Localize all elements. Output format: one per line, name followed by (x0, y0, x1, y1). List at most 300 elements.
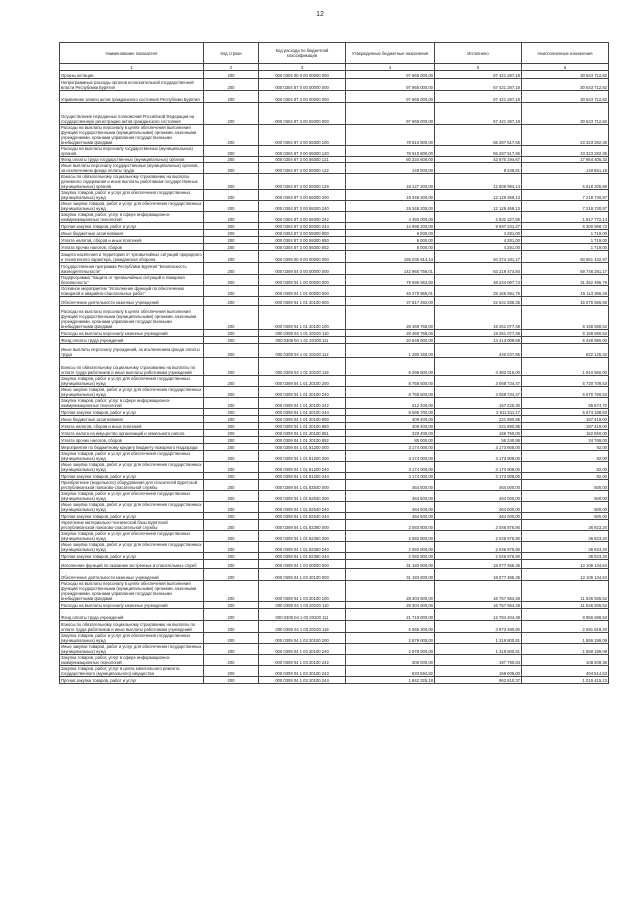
row-approved: 2 083 800,00 (346, 520, 435, 531)
row-approved: 212 400,00 (346, 398, 435, 409)
row-remaining: 1 719,00 (522, 244, 609, 251)
row-approved: 2 879 000,00 (346, 633, 435, 644)
row-name: Расходы на выплаты персоналу государственных (муниципальных) органов (60, 146, 204, 157)
row-approved: 3 174 000,00 (346, 473, 435, 480)
row-name: Исполнение функций по оказанию экстренных и спасательных служб (60, 560, 204, 569)
row-remaining: 1 719,00 (522, 230, 609, 237)
row-code: 200 (204, 398, 259, 409)
row-code: 200 (204, 223, 259, 230)
row-remaining: 36 923,20 (522, 520, 609, 531)
row-name: Прочая закупка товаров, работ и услуг (60, 513, 204, 520)
row-approved: 18 127 200,00 (346, 174, 435, 190)
row-code: 200 (204, 212, 259, 223)
row-classification: 000 0309 04 1 01 20100 119 (259, 358, 346, 376)
page-number: 12 (316, 11, 324, 18)
row-remaining: 162 650,00 (522, 430, 609, 437)
row-classification: 000 0304 87 3 00 59300 852 (259, 244, 346, 251)
table-row (60, 581, 609, 602)
row-name: Закупка товаров, работ и услуг для обеспечения государственных (муниципальных) нужд (60, 491, 204, 502)
table-row (60, 542, 609, 553)
row-classification: 000 0309 04 1 03 20100 240 (259, 644, 346, 655)
table-row (60, 451, 609, 462)
row-name: Фонд оплаты труда государственных (муниципальных) органов (60, 157, 204, 163)
row-name: Расходы на выплаты персоналу в целях обеспечения выполнения функций государственными (муниципальными) органами, казенными учреждениями, органами управления государственными внебюджетными фондами (60, 306, 204, 330)
row-remaining: 23 323 282,35 (522, 146, 609, 157)
row-code: 200 (204, 409, 259, 416)
row-classification: 000 0309 04 1 01 20100 000 (259, 297, 346, 306)
row-approved: 6 565 300,00 (346, 621, 435, 633)
row-name: Уплата налогов, сборов и иных платежей (60, 237, 204, 244)
row-approved: 37 617 492,00 (346, 297, 435, 306)
table-row (60, 174, 609, 190)
row-approved: 19 348 200,00 (346, 190, 435, 201)
row-classification: 000 0304 87 0 00 00000 000 (259, 79, 346, 91)
row-executed: 464 000,00 (435, 513, 522, 520)
header-executed: Исполнено (435, 43, 522, 64)
row-name: Закупка товаров, работ и услуг для обеспечения государственных (муниципальных) нужд (60, 190, 204, 201)
row-approved: 28 469 758,00 (346, 330, 435, 337)
row-executed: 2 046 876,80 (435, 553, 522, 560)
row-classification: 000 0309 04 1 03 20100 000 (259, 569, 346, 581)
row-executed: 12 784 404,48 (435, 609, 522, 621)
header-budget-classification: Код расхода по бюджетной классификации (259, 43, 346, 64)
row-code: 200 (204, 157, 259, 163)
row-code: 200 (204, 230, 259, 237)
row-executed: 16 757 664,48 (435, 581, 522, 602)
row-code: 200 (204, 560, 259, 569)
row-code: 200 (204, 163, 259, 174)
row-classification: 000 0309 04 1 03 20100 244 (259, 677, 346, 684)
row-approved: 409 400,00 (346, 416, 435, 423)
column-number-row (60, 64, 609, 71)
row-code: 200 (204, 437, 259, 444)
row-classification: 000 0309 04 1 01 20100 112 (259, 344, 346, 358)
table-row (60, 502, 609, 513)
row-name: Непрограммные расходы органов исполнительной государственной власти Республики Бурятия (60, 79, 204, 91)
table-row (60, 330, 609, 337)
row-classification: 000 0304 87 3 00 59300 240 (259, 201, 346, 212)
row-approved: 3 174 000,00 (346, 444, 435, 451)
row-code: 200 (204, 602, 259, 609)
row-code: 200 (204, 520, 259, 531)
row-name: Прочая закупка товаров, работ и услуг (60, 473, 204, 480)
row-remaining: 36 923,20 (522, 553, 609, 560)
row-approved: 97 965 000,00 (346, 91, 435, 103)
column-number: 6 (522, 64, 609, 71)
table-row (60, 398, 609, 409)
row-code: 200 (204, 174, 259, 190)
column-number: 3 (259, 64, 346, 71)
row-classification: 000 0309 04 0 00 00000 000 (259, 263, 346, 275)
row-approved: 2 083 800,00 (346, 531, 435, 542)
row-classification: 000 0309 04 1 01 82540 200 (259, 491, 346, 502)
row-executed: 19 251 077,48 (435, 306, 522, 330)
table-row (60, 212, 609, 223)
row-approved: 19 348 200,00 (346, 201, 435, 212)
row-approved: 464 500,00 (346, 491, 435, 502)
row-remaining: 92,00 (522, 451, 609, 462)
row-remaining: 9 158 680,52 (522, 330, 609, 337)
row-executed: 3 973 480,80 (435, 621, 522, 633)
row-approved: 464 500,00 (346, 513, 435, 520)
table-row (60, 79, 609, 91)
row-approved: 8 758 500,00 (346, 387, 435, 398)
row-approved: 2 878 000,00 (346, 644, 435, 655)
row-remaining: 11 546 935,52 (522, 602, 609, 609)
row-classification: 000 0309 04 1 01 20100 242 (259, 398, 346, 409)
table-row (60, 244, 609, 251)
row-executed: 2 532 227,86 (435, 212, 522, 223)
row-remaining: 500,00 (522, 480, 609, 491)
table-row (60, 666, 609, 677)
row-executed: 12 129 469,13 (435, 190, 522, 201)
row-classification: 000 0309 04 1 03 20100 200 (259, 633, 346, 644)
row-remaining: 30 543 712,82 (522, 91, 609, 103)
row-remaining: 500,00 (522, 491, 609, 502)
table-row (60, 569, 609, 581)
table-row (60, 344, 609, 358)
row-code: 200 (204, 451, 259, 462)
row-executed: 464 000,00 (435, 502, 522, 513)
row-name: Закупка товаров, работ, услуг в целях капитального ремонта государственного (муниципального) имущества (60, 666, 204, 677)
row-classification: 000 0309 04 1 01 81200 240 (259, 462, 346, 473)
row-name: Уплата налога на имущество организаций и земельного налога (60, 430, 204, 437)
row-executed: 19 251 077,48 (435, 330, 522, 337)
row-remaining: 1 559 199,09 (522, 644, 609, 655)
row-name: Иные закупки товаров, работ и услуг для обеспечения государственных (муниципальных) нужд (60, 542, 204, 553)
row-classification: 000 0309 04 1 01 82540 240 (259, 502, 346, 513)
row-remaining: 30 543 712,82 (522, 71, 609, 79)
row-executed: 2 046 876,80 (435, 542, 522, 553)
table-row (60, 462, 609, 473)
row-classification: 000 0309 04 1 00 00000 000 (259, 275, 346, 286)
table-row (60, 520, 609, 531)
row-name: Защита населения и территории от чрезвычайных ситуаций природного и техногенного характера, гражданская оборона (61, 252, 202, 262)
table-row (60, 560, 609, 569)
table-row (60, 437, 609, 444)
row-remaining: 24 769,00 (522, 437, 609, 444)
row-remaining: 1 910 560,00 (522, 358, 609, 376)
row-classification: 000 0309 04 1 01 82540 000 (259, 480, 346, 491)
row-code: 200 (204, 553, 259, 560)
row-classification: 000 0309 04 1 03 00000 000 (259, 560, 346, 569)
row-name: Фонд оплаты труда учреждений (60, 337, 204, 344)
row-executed: 2 046 876,80 (435, 531, 522, 542)
row-remaining: 5 670 760,53 (522, 387, 609, 398)
row-approved: 4 450 000,00 (346, 212, 435, 223)
row-classification: 000 0309 04 1 01 82360 244 (259, 553, 346, 560)
row-name: Закупка товаров, работ и услуг для обеспечения государственных (муниципальных) нужд (60, 531, 204, 542)
row-classification: 000 0309 04 1 01 82360 200 (259, 531, 346, 542)
row-executed: 221 990,86 (435, 416, 522, 423)
table-row (60, 473, 609, 480)
row-code: 200 (204, 201, 259, 212)
row-remaining: 23 323 282,35 (522, 125, 609, 146)
table-row (60, 230, 609, 237)
row-classification: 000 0309 04 1 01 20100 851 (259, 430, 346, 437)
budget-execution-table (59, 42, 609, 684)
row-name: Расходы на выплаты персоналу казенных учреждений (60, 330, 204, 337)
header-row-code: Код строки (204, 43, 259, 64)
row-executed: 8 348,81 (435, 163, 522, 174)
row-executed: 14 413 009,68 (435, 337, 522, 344)
table-row (60, 223, 609, 230)
row-classification: 000 0309 04 1 03 20100 100 (259, 581, 346, 602)
row-code: 200 (204, 430, 259, 437)
row-executed: 12 129 469,13 (435, 201, 522, 212)
table-row (60, 358, 609, 376)
row-code: 200 (204, 502, 259, 513)
column-number: 5 (435, 64, 522, 71)
row-executed: 94 374 181,17 (435, 251, 522, 263)
row-remaining: 9 158 680,52 (522, 306, 609, 330)
table-row (60, 513, 609, 520)
row-approved: 78 610 800,00 (346, 125, 435, 146)
row-approved: 21 719 000,00 (346, 609, 435, 621)
row-approved: 409 400,00 (346, 423, 435, 430)
row-code: 200 (204, 444, 259, 451)
row-name: Закупка товаров, работ, услуг в сфере информационно-коммуникационных технологий (60, 655, 204, 666)
row-code: 200 (204, 569, 259, 581)
row-code: 200 (204, 416, 259, 423)
table-row (60, 531, 609, 542)
row-code: 200 (204, 655, 259, 666)
row-code: 200 (204, 491, 259, 502)
row-executed: 55 287 517,65 (435, 125, 522, 146)
row-classification: 000 0309 04 1 01 20100 110 (259, 330, 346, 337)
row-remaining: 1 917 772,14 (522, 212, 609, 223)
table-row (60, 237, 609, 244)
row-executed: 3 173 908,00 (435, 462, 522, 473)
table-row (60, 609, 609, 621)
row-name: Прочая закупка товаров, работ и услуг (60, 553, 204, 560)
header-remaining: Неисполненные назначения (522, 43, 609, 64)
row-approved: 6 000,00 (346, 244, 435, 251)
row-code: 200 (204, 376, 259, 387)
row-name: Иные закупки товаров, работ и услуг для обеспечения государственных (муниципальных) нужд (60, 462, 204, 473)
row-code: 200 (204, 190, 259, 201)
row-name: Иные закупки товаров, работ и услуг для обеспечения государственных (муниципальных) нужд (60, 387, 204, 398)
row-name: Осуществление переданных полномочий Российской Федерации на государственную регистрацию актов гражданского состояния (60, 103, 204, 125)
row-code: 200 (204, 275, 259, 286)
table-row (60, 387, 609, 398)
row-executed: 55 287 517,65 (435, 146, 522, 157)
row-executed: 3 173 908,00 (435, 444, 522, 451)
row-name: Иные закупки товаров, работ и услуг для обеспечения государственных (муниципальных) нужд (60, 644, 204, 655)
row-code: 200 (204, 531, 259, 542)
row-executed: 221 990,86 (435, 423, 522, 430)
row-code: 200 (204, 666, 259, 677)
row-name: Закупка товаров, работ и услуг для обеспечения государственных (муниципальных) нужд (60, 451, 204, 462)
table-row (60, 286, 609, 297)
row-name: Закупка товаров, работ, услуг в сфере информационно-коммуникационных технологий (60, 398, 204, 409)
row-remaining: 5 300 958,73 (522, 223, 609, 230)
row-executed: 67 421 287,18 (435, 91, 522, 103)
row-name: Расходы на выплаты персоналу в целях обеспечения выполнения функций государственными (муниципальными) органами, казенными учреждениями, органами управления государственными внебюджетными фондами (60, 581, 204, 602)
row-approved: 28 304 600,00 (346, 602, 435, 609)
header-approved: Утвержденные бюджетные назначения (346, 43, 435, 64)
table-row (60, 337, 609, 344)
row-executed: 159 005,00 (435, 666, 522, 677)
table-row (60, 409, 609, 416)
row-remaining: 187 419,00 (522, 423, 609, 430)
row-executed: 1 319 800,81 (435, 644, 522, 655)
row-approved: 2 083 800,00 (346, 553, 435, 560)
row-classification: 000 0304 87 3 00 00000 000 (259, 91, 346, 103)
row-classification: 000 0309 04 1 01 20100 100 (259, 306, 346, 330)
row-remaining: 92,00 (522, 444, 609, 451)
row-remaining: 187 419,00 (522, 416, 609, 423)
row-name: Иные выплаты персоналу учреждений, за исключением фонда оплаты труда (60, 344, 204, 358)
row-code: 200 (204, 621, 259, 633)
row-remaining: 36 923,20 (522, 542, 609, 553)
row-approved: 60 334 600,00 (346, 157, 435, 163)
table-row (60, 103, 609, 125)
table-row (60, 91, 609, 103)
row-classification: 000 0304 87 3 00 59300 244 (259, 223, 346, 230)
row-executed: 9 597 241,27 (435, 223, 522, 230)
row-code: 200 (204, 387, 259, 398)
row-name: Взносы по обязательному социальному страхованию на выплаты денежного содержания и иные выплаты работникам государственных (муниципальных) органов (60, 174, 204, 190)
table-header-row (60, 43, 609, 64)
row-executed: 166 750,00 (435, 430, 522, 437)
row-name: Иные закупки товаров, работ и услуг для обеспечения государственных (муниципальных) нужд (60, 201, 204, 212)
row-name: Взносы по обязательному социальному страхованию на выплаты по оплате труда работников и иные выплаты работникам учреждений (60, 621, 204, 633)
row-classification: 000 0309 04 1 01 82360 240 (259, 542, 346, 553)
table-row (60, 190, 609, 201)
row-executed: 464 000,00 (435, 480, 522, 491)
row-name: Укрепление материально-технической базы Бурятской республиканской поисково-спасательной службы (60, 520, 204, 531)
row-code: 200 (204, 237, 259, 244)
row-remaining: 7 218 730,87 (522, 190, 609, 201)
row-approved: 97 965 000,00 (346, 103, 435, 125)
table-row (60, 251, 609, 263)
row-approved: 464 500,00 (346, 502, 435, 513)
row-code: 200 (204, 677, 259, 684)
row-code: 200 (204, 297, 259, 306)
row-executed: 3 068 734,47 (435, 387, 522, 398)
row-classification: 000 0309 04 1 01 20100 240 (259, 387, 346, 398)
row-name: Государственная программа Республики Бурятия "Безопасность жизнедеятельности" (60, 263, 204, 275)
row-classification: 000 0304 87 3 00 59300 200 (259, 190, 346, 201)
row-name: Закупка товаров, работ и услуг для обеспечения государственных (муниципальных) нужд (60, 376, 204, 387)
row-remaining: 5 518 205,86 (522, 174, 609, 190)
table-row (60, 71, 609, 79)
row-remaining: 55 574,70 (522, 398, 609, 409)
table-row (60, 263, 609, 275)
row-name: Прочая закупка товаров, работ и услуг (60, 677, 204, 684)
row-code: 200 (204, 103, 259, 125)
row-approved: 633 594,82 (346, 666, 435, 677)
row-approved: 78 610 800,00 (346, 146, 435, 157)
row-classification: 000 0309 04 1 03 20100 111 (259, 609, 346, 621)
row-name: Обеспечение деятельности казенных учреждений (60, 569, 204, 581)
row-approved: 31 183 600,00 (346, 560, 435, 569)
row-approved: 28 304 600,00 (346, 581, 435, 602)
row-name: Уплата прочих налогов, сборов (60, 437, 204, 444)
row-executed: 55 240,86 (435, 437, 522, 444)
row-name: Основное мероприятие "Исполнение функций по обеспечению пожарной и аварийно-спасательных работ" (60, 286, 204, 297)
row-remaining: 92,00 (522, 462, 609, 473)
row-name: Иные закупки товаров, работ и услуг для обеспечения государственных (муниципальных) нужд (60, 502, 204, 513)
row-name: Фонд оплаты труда учреждений (60, 609, 204, 621)
row-approved: 28 469 758,00 (346, 306, 435, 330)
row-approved: 1 280 150,00 (346, 344, 435, 358)
row-code: 200 (204, 423, 259, 430)
row-classification: 000 0309 04 1 03 20100 110 (259, 602, 346, 609)
row-remaining: 7 218 730,87 (522, 201, 609, 212)
table-row (60, 677, 609, 684)
table-row (60, 553, 609, 560)
table-row (60, 416, 609, 423)
row-classification: 000 0309 04 1 01 00000 000 (259, 286, 346, 297)
row-classification: 000 0304 87 3 00 59300 121 (259, 157, 346, 163)
table-row (60, 621, 609, 633)
row-executed: 157 225,30 (435, 398, 522, 409)
table-row (60, 480, 609, 491)
row-code: 200 (204, 79, 259, 91)
row-remaining: 30 543 712,82 (522, 79, 609, 91)
row-executed: 3 173 908,00 (435, 451, 522, 462)
row-code: 200 (204, 344, 259, 358)
row-approved: 97 965 000,00 (346, 71, 435, 79)
row-classification: 000 0304 87 3 00 59300 129 (259, 174, 346, 190)
row-name: Иные выплаты персоналу государственных (муниципальных) органов, за исключением фонда оплаты труда (60, 163, 204, 174)
row-remaining: 500,00 (522, 502, 609, 513)
row-approved: 8 758 500,00 (346, 376, 435, 387)
row-remaining: 108 209,36 (522, 655, 609, 666)
row-executed: 12 608 994,14 (435, 174, 522, 190)
row-approved: 31 183 600,00 (346, 569, 435, 581)
row-remaining: 13 106 134,64 (522, 569, 609, 581)
row-executed: 962 810,37 (435, 677, 522, 684)
row-remaining: 92,00 (522, 473, 609, 480)
row-classification: 000 0309 04 1 01 82540 244 (259, 513, 346, 520)
row-name: Расходы на выплаты персоналу в целях обеспечения выполнения функций государственными (муниципальными) органами, казенными учреждениями, органами управления государственными внебюджетными фондами (60, 125, 204, 146)
row-classification: 000 0309 04 1 01 81200 000 (259, 444, 346, 451)
row-approved: 45 279 965,01 (346, 286, 435, 297)
row-remaining: 500,00 (522, 513, 609, 520)
row-name: Подпрограмма "Защита от чрезвычайных ситуаций и пожарная безопасность" (60, 275, 204, 286)
header-name: Наименование показателя (60, 43, 204, 64)
row-name: Уплата прочих налогов, сборов (60, 244, 204, 251)
row-classification: 000 0309 04 1 01 20100 800 (259, 416, 346, 423)
row-code: 200 (204, 306, 259, 330)
row-remaining: 822 125,32 (522, 344, 609, 358)
row-name: Расходы на выплаты персоналу казенных учреждений (60, 602, 204, 609)
row-code: 200 (204, 263, 259, 275)
row-executed: 48 244 067,74 (435, 275, 522, 286)
row-remaining: 30 543 712,82 (522, 103, 609, 125)
row-executed: 83 219 474,84 (435, 263, 522, 275)
row-code: 200 (204, 330, 259, 337)
row-approved: 97 965 000,00 (346, 79, 435, 91)
row-classification: 000 0309 04 1 01 81200 244 (259, 473, 346, 480)
row-approved: 2 083 800,00 (346, 542, 435, 553)
row-approved: 155 035 614,14 (346, 251, 435, 263)
row-classification: 000 0304 00 0 00 00000 000 (259, 71, 346, 79)
row-code: 200 (204, 251, 259, 263)
row-executed: 18 077 465,36 (435, 560, 522, 569)
row-remaining: 6 428 990,00 (522, 337, 609, 344)
row-approved: 80 000,00 (346, 437, 435, 444)
row-executed: 2 911 511,17 (435, 409, 522, 416)
row-executed: 18 077 465,36 (435, 569, 522, 581)
row-code: 200 (204, 513, 259, 520)
table-row (60, 163, 609, 174)
row-code: 200 (204, 581, 259, 602)
row-classification: 000 0309 04 1 01 20100 850 (259, 423, 346, 430)
